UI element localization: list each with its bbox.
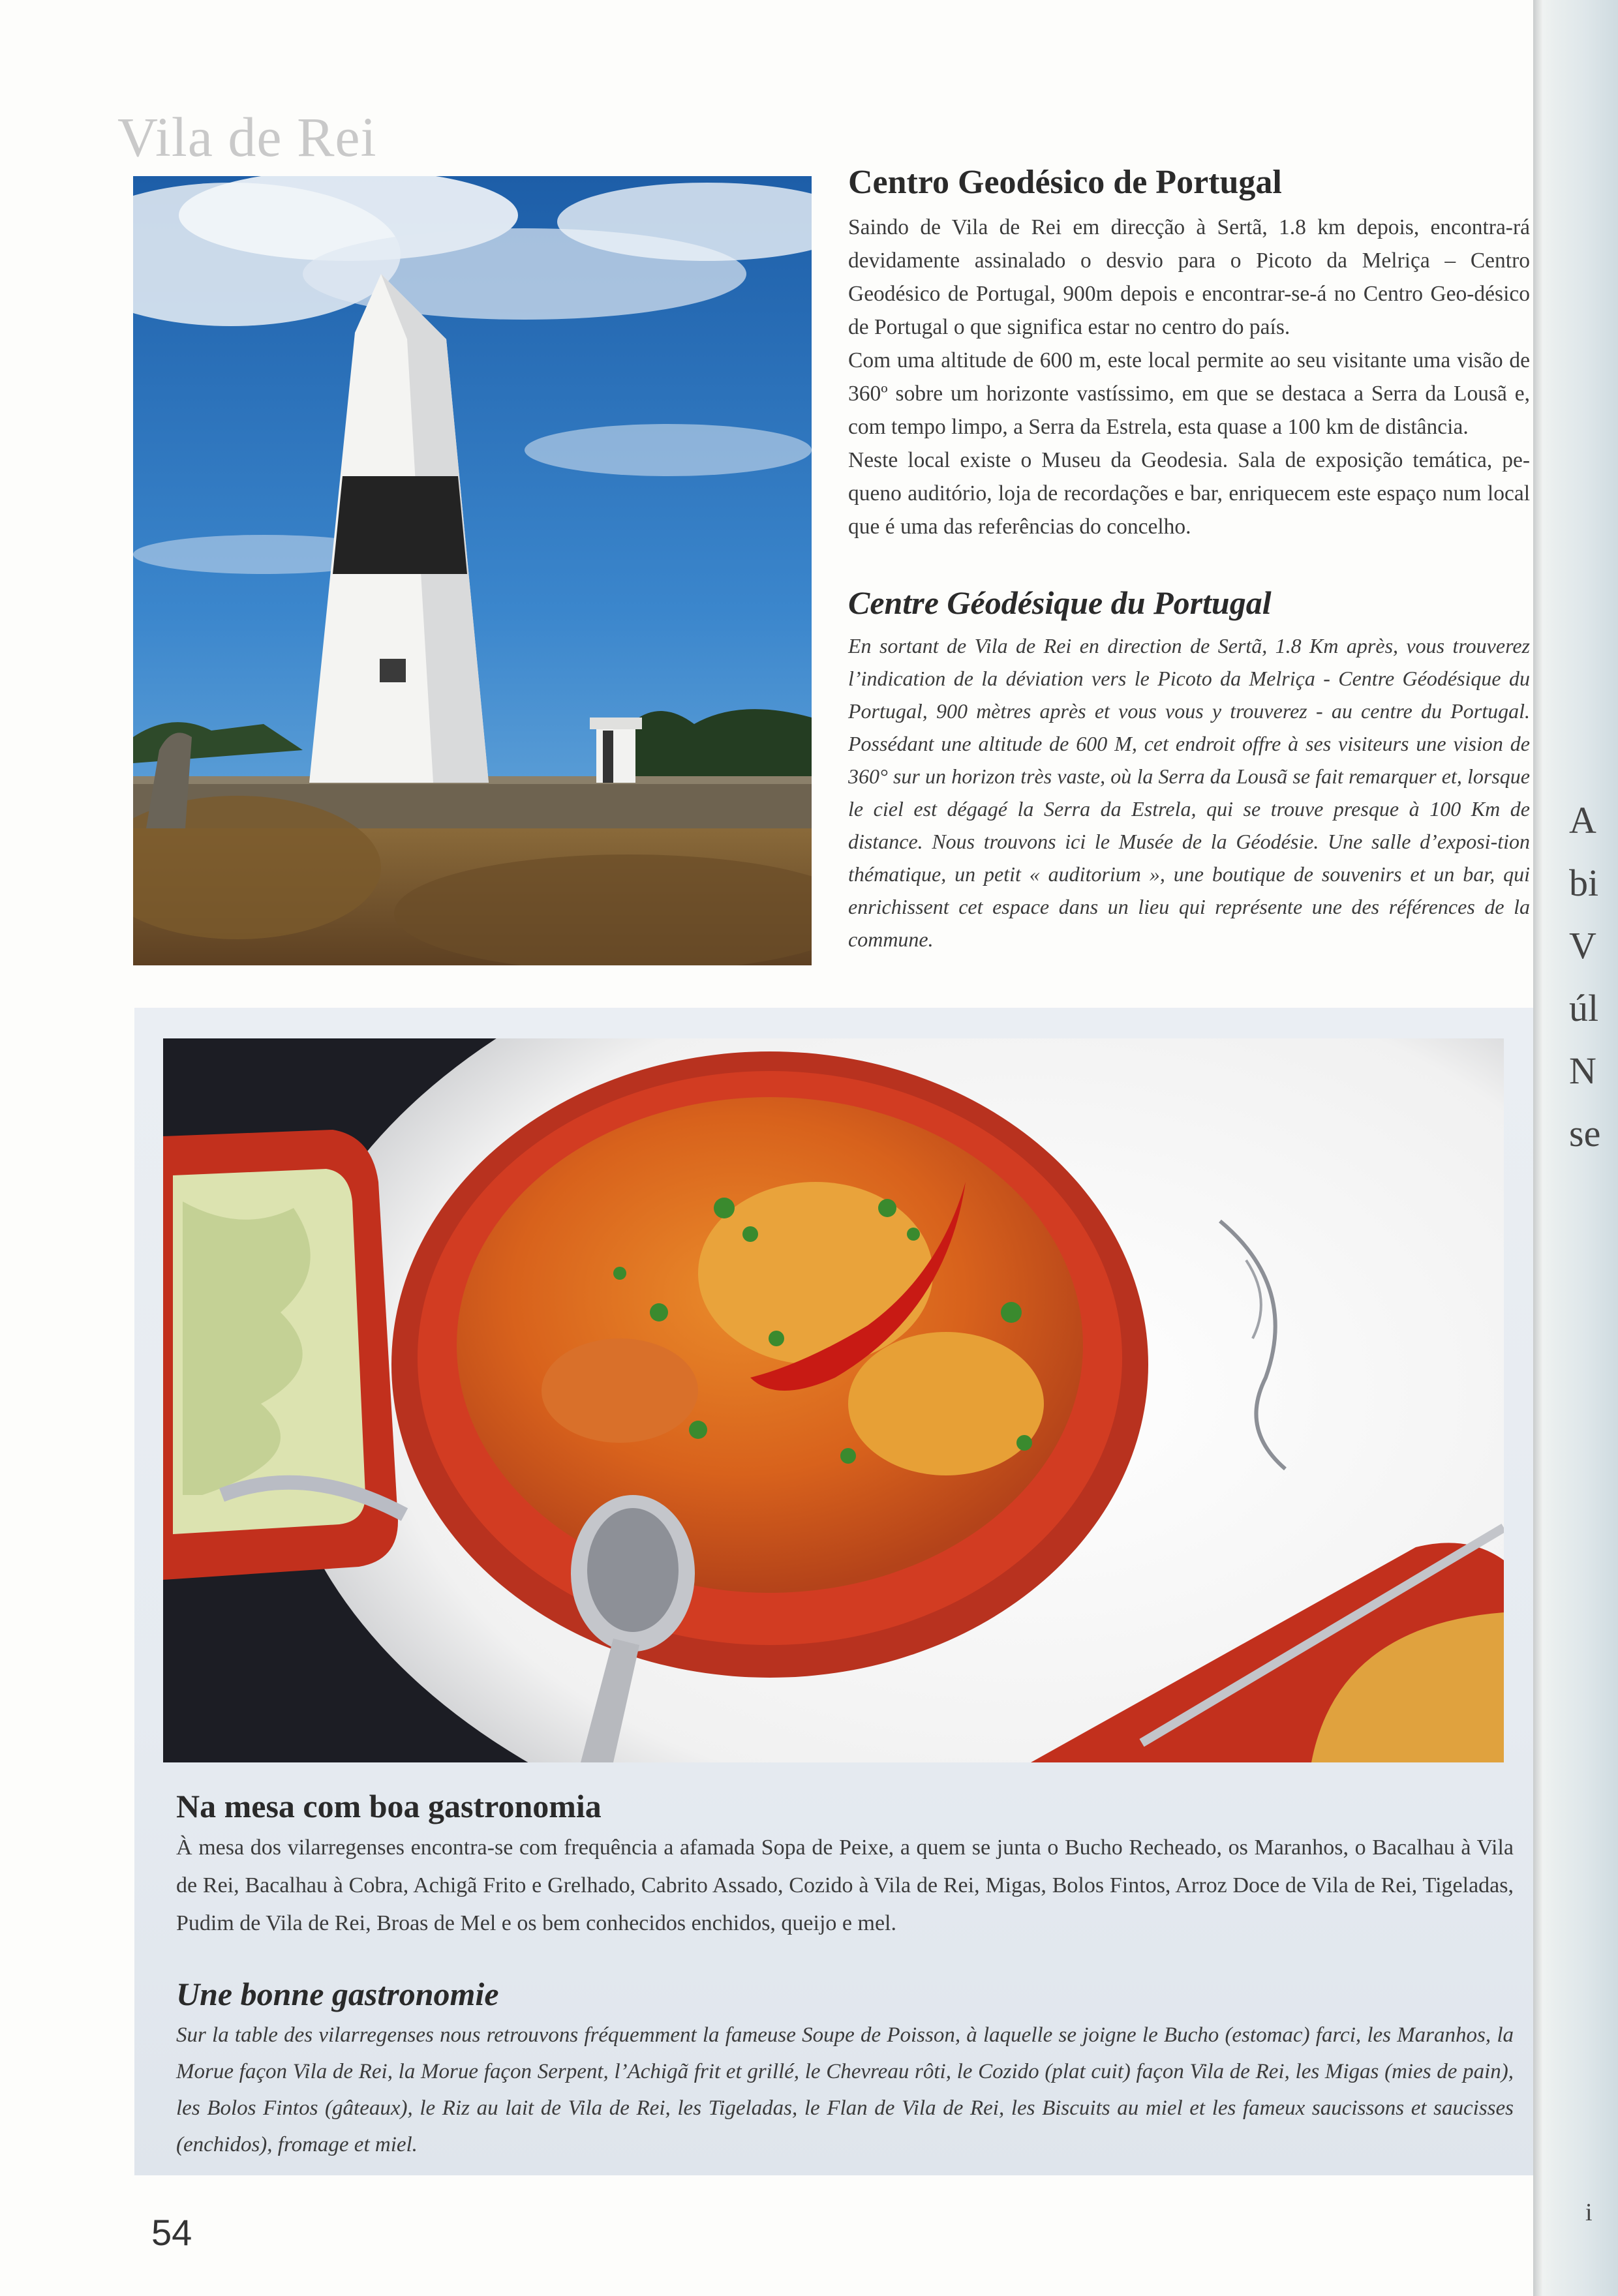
geodesic-section-pt	[848, 163, 1530, 543]
page-title: Vila de Rei	[117, 106, 377, 168]
geodesic-section-fr	[848, 584, 1530, 956]
geodesic-paragraph: Neste local existe o Museu da Geodesia. Sala de exposição temática, pe-queno auditório, loja de recordações e bar, enriquecem este espaço num local que é uma das referências do concelho.	[848, 448, 1530, 539]
page-fold-shadow	[1533, 0, 1542, 2296]
next-page-letter: V	[1569, 924, 1596, 967]
geodesic-heading-fr: Centre Géodésique du Portugal	[848, 584, 1272, 621]
geodesic-heading-pt: Centro Geodésico de Portugal	[848, 164, 1282, 201]
next-page-text-fragment	[1569, 789, 1600, 1165]
geodesic-paragraph-fr: En sortant de Vila de Rei en direction de Sertã, 1.8 Km après, vous trouverez l’indication de la déviation vers le Picoto da Melriça - Centre Géodésique du Portugal, 900 mètres après et vous vous y trouverez - au centre du Portugal. Possédant une altitude de 600 M, cet endroit offre à ses visiteurs une vision de 360° sur un horizon très vaste, où la Serra da Lousã se fait remarquer et, lorsque le ciel est dégagé la Serra da Estrela, qui se trouve presque à 100 Km de distance. Nous trouvons ici le Musée de la Géodésie. Une salle d’exposi-tion thématique, un petit « auditorium », une boutique de souvenirs et un bar, qui enrichissent cet espace dans un lieu qui représente une des références de la commune.	[848, 634, 1530, 951]
tower-photo	[133, 176, 812, 965]
gastronomy-heading-fr: Une bonne gastronomie	[176, 1976, 499, 2012]
tower-illustration	[133, 176, 812, 965]
next-page-letter: N	[1569, 1050, 1596, 1092]
food-illustration	[163, 1038, 1504, 1762]
food-photo	[163, 1038, 1504, 1762]
next-page-mark: i	[1585, 2199, 1593, 2226]
gastronomy-paragraph-fr: Sur la table des vilarregenses nous retrouvons fréquemment la fameuse Soupe de Poisson, à laquelle se joigne le Bucho (estomac) farci, les Maranhos, la Morue façon Vila de Rei, la Morue façon Serpent, l’Achigã frit et grillé, le Chevreau rôti, le Cozido (plat cuit) façon Vila de Rei, les Migas (mies de pain), les Bolos Fintos (gâteaux), le Riz au lait de Vila de Rei, les Tigeladas, le Flan de Vila de Rei, les Biscuits au miel et les fameux saucissons et saucisses (enchidos), fromage et miel.	[176, 2023, 1514, 2156]
next-page-letter: úl	[1569, 987, 1599, 1029]
gastronomy-section-pt	[176, 1787, 1514, 1942]
page-number: 54	[151, 2212, 192, 2253]
geodesic-paragraph: Com uma altitude de 600 m, este local permite ao seu visitante uma visão de 360º sobre um horizonte vastíssimo, em que se destaca a Serra da Lousã e, com tempo limpo, a Serra da Estrela, esta quase a 100 km de distância.	[848, 348, 1530, 439]
next-page-letter: bi	[1569, 862, 1599, 904]
gastronomy-paragraph: À mesa dos vilarregenses encontra-se com frequência a afamada Sopa de Peixe, a quem se junta o Bucho Recheado, os Maranhos, o Bacalhau à Vila de Rei, Bacalhau à Cobra, Achigã Frito e Grelhado, Cabrito Assado, Cozido à Vila de Rei, Migas, Bolos Fintos, Arroz Doce de Vila de Rei, Tigeladas, Pudim de Vila de Rei, Broas de Mel e os bem conhecidos enchidos, queijo e mel.	[176, 1835, 1514, 1935]
next-page-letter: se	[1569, 1112, 1601, 1155]
next-page-letter: A	[1569, 799, 1596, 841]
geodesic-paragraph: Saindo de Vila de Rei em direcção à Sertã, 1.8 km depois, encontra-rá devidamente assinalado o desvio para o Picoto da Melriça – Centro Geodésico de Portugal, 900m depois e encontrar-se-á no Centro Geo-désico de Portugal o que significa estar no centro do país.	[848, 215, 1530, 339]
gastronomy-section-fr	[176, 1975, 1514, 2163]
gastronomy-heading-pt: Na mesa com boa gastronomia	[176, 1788, 602, 1824]
